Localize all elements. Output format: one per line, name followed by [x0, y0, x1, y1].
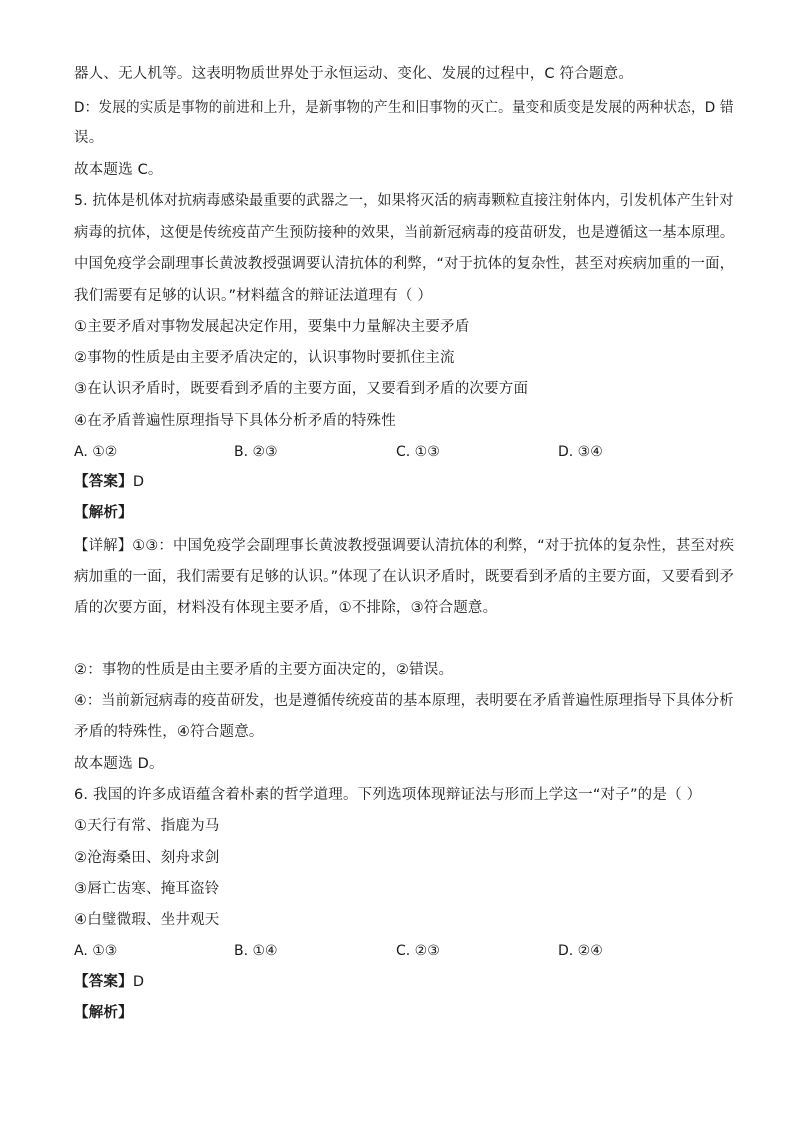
text-line: 误。: [74, 130, 104, 146]
detail-line: 病加重的一面，我们需要有足够的认识。”体现了在认识矛盾时，既要看到矛盾的主要方面，又要看到矛: [74, 569, 734, 585]
question-5-stem: 中国免疫学会副理事长黄波教授强调要认清抗体的利弊，“对于抗体的复杂性，甚至对疾病加重的一面，: [74, 256, 735, 272]
option-c: C. ①③: [396, 444, 440, 460]
answer-value: D: [132, 974, 145, 990]
detail-line: 矛盾的特殊性，④符合题意。: [74, 724, 264, 740]
answer-tag: 【答案】: [74, 474, 133, 490]
detail-line: ②：事物的性质是由主要矛盾的主要方面决定的，②错误。: [74, 662, 454, 678]
answer-tag: 【答案】: [74, 974, 133, 990]
text-line: 器人、无人机等。这表明物质世界处于永恒运动、变化、发展的过程中，C 符合题意。: [74, 66, 634, 82]
statement-item: ④白璧微瑕、坐井观天: [74, 912, 220, 928]
statement-item: ①主要矛盾对事物发展起决定作用，要集中力量解决主要矛盾: [74, 319, 470, 335]
detail-line: 盾的次要方面，材料没有体现主要矛盾，①不排除，③符合题意。: [74, 600, 498, 616]
detail-line: ④：当前新冠病毒的疫苗研发，也是遵循传统疫苗的基本原理，表明要在矛盾普遍性原理指导下具体分析: [74, 693, 734, 709]
conclusion-line: 故本题选 D。: [74, 756, 164, 772]
option-a: A. ①③: [74, 943, 118, 959]
detail-line: 【详解】①③：中国免疫学会副理事长黄波教授强调要认清抗体的利弊，“对于抗体的复杂性，甚至对疾: [74, 538, 735, 554]
statement-item: ②事物的性质是由主要矛盾决定的，认识事物时要抓住主流: [74, 350, 455, 366]
option-d: D. ②④: [558, 943, 603, 959]
option-b: B. ①④: [234, 943, 278, 959]
option-c: C. ②③: [396, 943, 440, 959]
question-5-stem: 我们需要有足够的认识。”材料蕴含的辩证法道理有（ ）: [74, 288, 433, 304]
question-6-stem: 6. 我国的许多成语蕴含着朴素的哲学道理。下列选项体现辩证法与形而上学这一“对子”的是（ ）: [74, 787, 702, 803]
analysis-tag: 【解析】: [74, 1005, 133, 1021]
question-5-stem: 病毒的抗体，这便是传统疫苗产生预防接种的效果，当前新冠病毒的疫苗研发，也是遵循这一基本原理。: [74, 225, 735, 241]
answer-value: D: [132, 474, 145, 490]
statement-item: ③唇亡齿寒、掩耳盗铃: [74, 881, 220, 897]
option-a: A. ①②: [74, 444, 118, 460]
question-5-stem: 5. 抗体是机体对抗病毒感染最重要的武器之一，如果将灭活的病毒颗粒直接注射体内，引发机体产生针对: [74, 193, 734, 209]
text-line: 故本题选 C。: [74, 162, 163, 178]
analysis-tag: 【解析】: [74, 505, 133, 521]
answer-line: [74, 972, 144, 992]
text-line: D：发展的实质是事物的前进和上升，是新事物的产生和旧事物的灭亡。量变和质变是发展的两种状态，D 错: [74, 100, 734, 116]
statement-item: ③在认识矛盾时，既要看到矛盾的主要方面，又要看到矛盾的次要方面: [74, 381, 529, 397]
answer-line: [74, 472, 144, 492]
statement-item: ②沧海桑田、刻舟求剑: [74, 850, 220, 866]
statement-item: ④在矛盾普遍性原理指导下具体分析矛盾的特殊性: [74, 413, 396, 429]
option-d: D. ③④: [558, 444, 603, 460]
option-b: B. ②③: [234, 444, 278, 460]
statement-item: ①天行有常、指鹿为马: [74, 818, 220, 834]
